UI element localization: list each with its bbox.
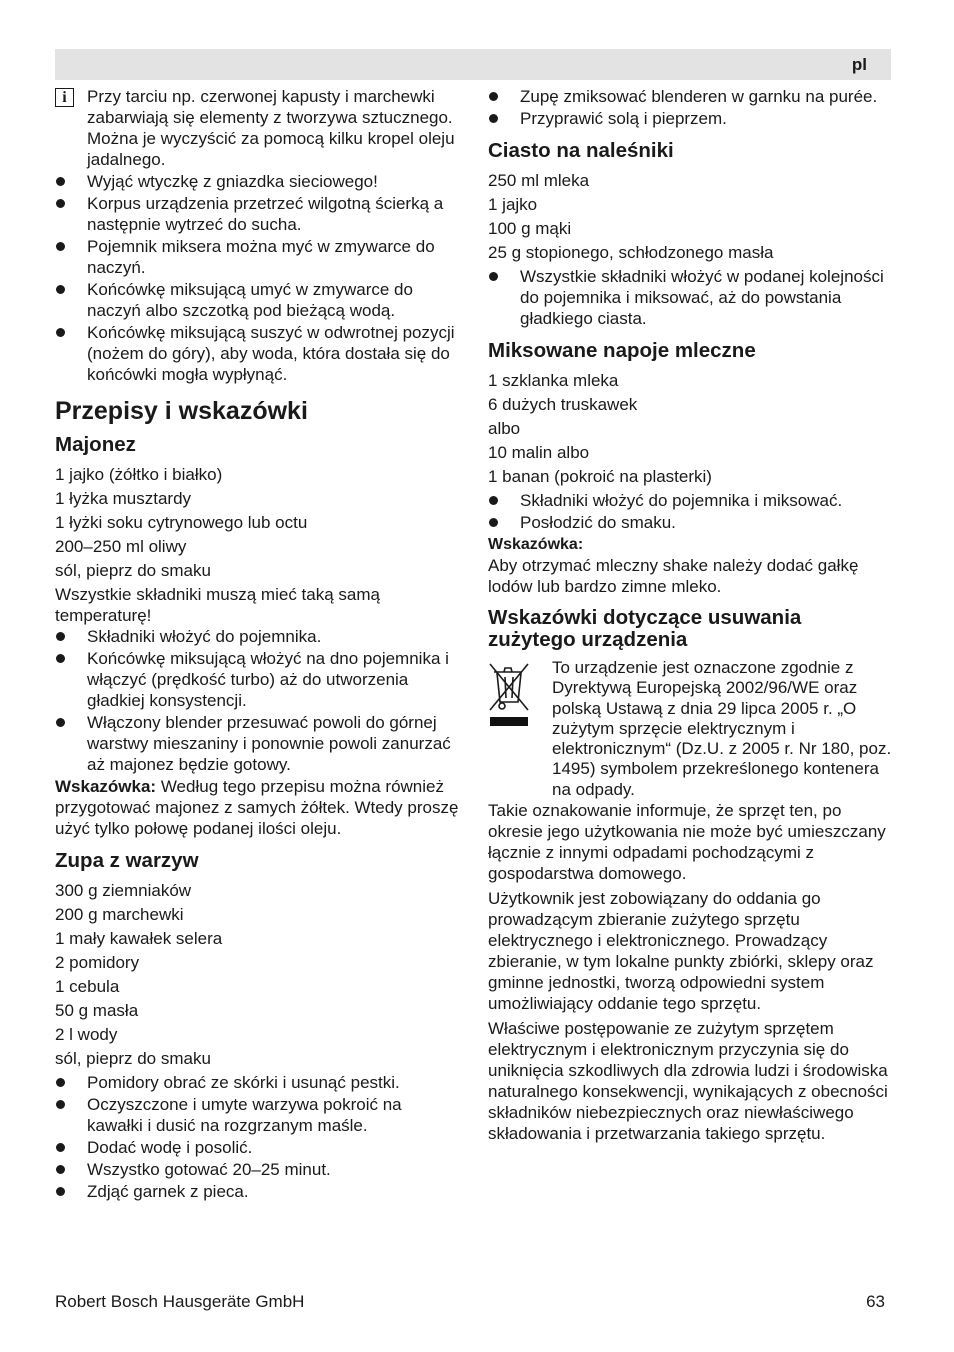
weee-block [488,658,893,800]
info-icon: i [55,88,74,107]
list-item: Korpus urządzenia przetrzeć wilgotną ścierką a następnie wytrzeć do sucha. [55,193,460,235]
soup-steps [55,1072,460,1202]
list-item: Pomidory obrać ze skórki i usunąć pestki. [55,1072,460,1093]
list-item: Wszystko gotować 20–25 minut. [55,1159,460,1180]
disposal-paragraph: Użytkownik jest zobowiązany do oddania go prowadzącym zbieranie zużytego sprzętu elektrycznego i elektronicznego. Prowadzący zbieranie, w tym lokalne punkty zbiórki, sklepy oraz gminne jednostki, tworzą odpowiedni system umożliwiający oddanie tego sprzętu. [488,889,874,1014]
hint-text: Aby otrzymać mleczny shake należy dodać gałkę lodów lub bardzo zimne mleko. [488,556,859,596]
list-item: Wszystkie składniki włożyć w podanej kolejności do pojemnika i miksować, aż do powstania gładkiego ciasta. [488,266,893,329]
ingredient: 1 mały kawałek selera [55,929,223,948]
header-bar [55,49,891,80]
ingredient: sól, pieprz do smaku [55,561,211,580]
shakes-steps [488,490,893,533]
ingredient: albo [488,419,521,438]
disposal-heading: Wskazówki dotyczące usuwania zużytego urządzenia [488,606,802,651]
ingredient: 1 szklanka mleka [488,371,619,390]
bullet-icon [55,322,87,385]
ingredient: 1 jajko (żółtko i białko) [55,465,223,484]
list-item: Wyjąć wtyczkę z gniazdka sieciowego! [55,171,460,192]
mayo-steps [55,626,460,775]
recipe-heading-soup: Zupa z warzyw [55,849,199,872]
bullet-icon [488,108,520,129]
bullet-icon [55,236,87,278]
hint-label: Wskazówka: [55,777,157,796]
list-item: Składniki włożyć do pojemnika. [55,626,460,647]
soup-ingredients [55,880,460,1069]
list-item: Włączony blender przesuwać powoli do górnej warstwy mieszaniny i ponownie powoli zanurzać aż majonez będzie gotowy. [55,712,460,775]
bullet-icon [488,490,520,511]
bullet-icon [55,1072,87,1093]
list-item: Przyprawić solą i pieprzem. [488,108,893,129]
pancake-steps [488,266,893,329]
list-item: Dodać wodę i posolić. [55,1137,460,1158]
ingredient: sól, pieprz do smaku [55,1049,211,1068]
bullet-icon [55,1094,87,1136]
ingredient: 10 malin albo [488,443,590,462]
left-column [55,86,460,1203]
ingredient: 25 g stopionego, schłodzonego masła [488,243,774,262]
soup-steps-continued [488,86,893,129]
ingredient: 2 l wody [55,1025,118,1044]
list-item: Oczyszczone i umyte warzywa pokroić na kawałki i dusić na rozgrzanym maśle. [55,1094,460,1136]
pancake-ingredients [488,170,893,263]
recipe-heading-pancake: Ciasto na naleśniki [488,139,674,162]
list-item: Końcówkę miksującą umyć w zmywarce do naczyń albo szczotką pod bieżącą wodą. [55,279,460,321]
ingredient: 1 banan (pokroić na plasterki) [488,467,712,486]
list-item: Pojemnik miksera można myć w zmywarce do naczyń. [55,236,460,278]
disposal-paragraph: Właściwe postępowanie ze zużytym sprzętem elektrycznym i elektronicznym przyczynia się do uniknięcia szkodliwych dla zdrowia ludzi i środowiska naturalnego konsekwencji, wynikających z obecności składników niebezpiecznych oraz niewłaściwego składowania i przetwarzania takiego sprzętu. [488,1019,888,1144]
list-item: Zdjąć garnek z pieca. [55,1181,460,1202]
list-item: Składniki włożyć do pojemnika i miksować. [488,490,893,511]
page-number: 63 [866,1292,885,1311]
mayo-hint [55,776,460,839]
bullet-icon [55,1137,87,1158]
list-item: Posłodzić do smaku. [488,512,893,533]
ingredient: 1 jajko [488,195,538,214]
bullet-icon [488,266,520,329]
ingredient: 6 dużych truskawek [488,395,638,414]
list-item: Zupę zmiksować blenderen w garnku na purée. [488,86,893,107]
bullet-icon [55,193,87,235]
ingredient: 1 łyżka musztardy [55,489,192,508]
shakes-ingredients [488,370,893,487]
section-title: Przepisy i wskazówki [55,397,308,425]
hint-text: Według tego przepisu można również przygotować majonez z samych żółtek. Wtedy proszę użyć tylko połowę podanej ilości oleju. [55,777,459,838]
info-note-text: Przy tarciu np. czerwonej kapusty i marchewki zabarwiają się elementy z tworzywa sztucznego. Można je wyczyścić za pomocą kilku kropel oleju jadalnego. [87,87,455,169]
bullet-icon [488,86,520,107]
ingredient: 100 g mąki [488,219,572,238]
ingredient: 2 pomidory [55,953,140,972]
bullet-icon [55,1181,87,1202]
ingredient: 200–250 ml oliwy [55,537,187,556]
recipe-heading-mayo: Majonez [55,433,136,456]
weee-text: To urządzenie jest oznaczone zgodnie z Dyrektywą Europejską 2002/96/WE oraz polską Ustawą z dnia 29 lipca 2005 r. „O zużytym sprzęcie elektrycznym i elektronicznym“ (Dz.U. z 2005 r. Nr 180, poz. 1495) symbolem przekreślonego kontenera na odpady. [552,658,892,799]
bullet-icon [55,648,87,711]
mayo-intro: Wszystkie składniki muszą mieć taką samą temperaturę! [55,585,380,625]
list-item: Końcówkę miksującą suszyć w odwrotnej pozycji (nożem do góry), aby woda, która dostała się do końcówki mogła wypłynąć. [55,322,460,385]
cleaning-list [55,171,460,385]
disposal-paragraph: Takie oznakowanie informuje, że sprzęt ten, po okresie jego użytkowania nie może być umieszczany łącznie z innymi odpadami pochodzącymi z gospodarstwa domowego. [488,801,886,884]
footer-company: Robert Bosch Hausgeräte GmbH [55,1292,305,1311]
bullet-icon [55,1159,87,1180]
ingredient: 300 g ziemniaków [55,881,192,900]
bullet-icon [488,512,520,533]
recipe-heading-shakes: Miksowane napoje mleczne [488,339,756,362]
bullet-icon [55,712,87,775]
info-note [55,86,460,170]
ingredient: 50 g masła [55,1001,139,1020]
bullet-icon [55,626,87,647]
ingredient: 200 g marchewki [55,905,184,924]
crossed-bin-icon [488,662,530,726]
language-code: pl [851,55,867,74]
ingredient: 1 łyżki soku cytrynowego lub octu [55,513,308,532]
hint-label: Wskazówka: [488,536,584,553]
list-item: Końcówkę miksującą włożyć na dno pojemnika i włączyć (prędkość turbo) aż do utworzenia gładkiej konsystencji. [55,648,460,711]
ingredient: 250 ml mleka [488,171,590,190]
mayo-ingredients [55,464,460,581]
right-column [488,86,893,1144]
bullet-icon [55,279,87,321]
ingredient: 1 cebula [55,977,120,996]
bullet-icon [55,171,87,192]
